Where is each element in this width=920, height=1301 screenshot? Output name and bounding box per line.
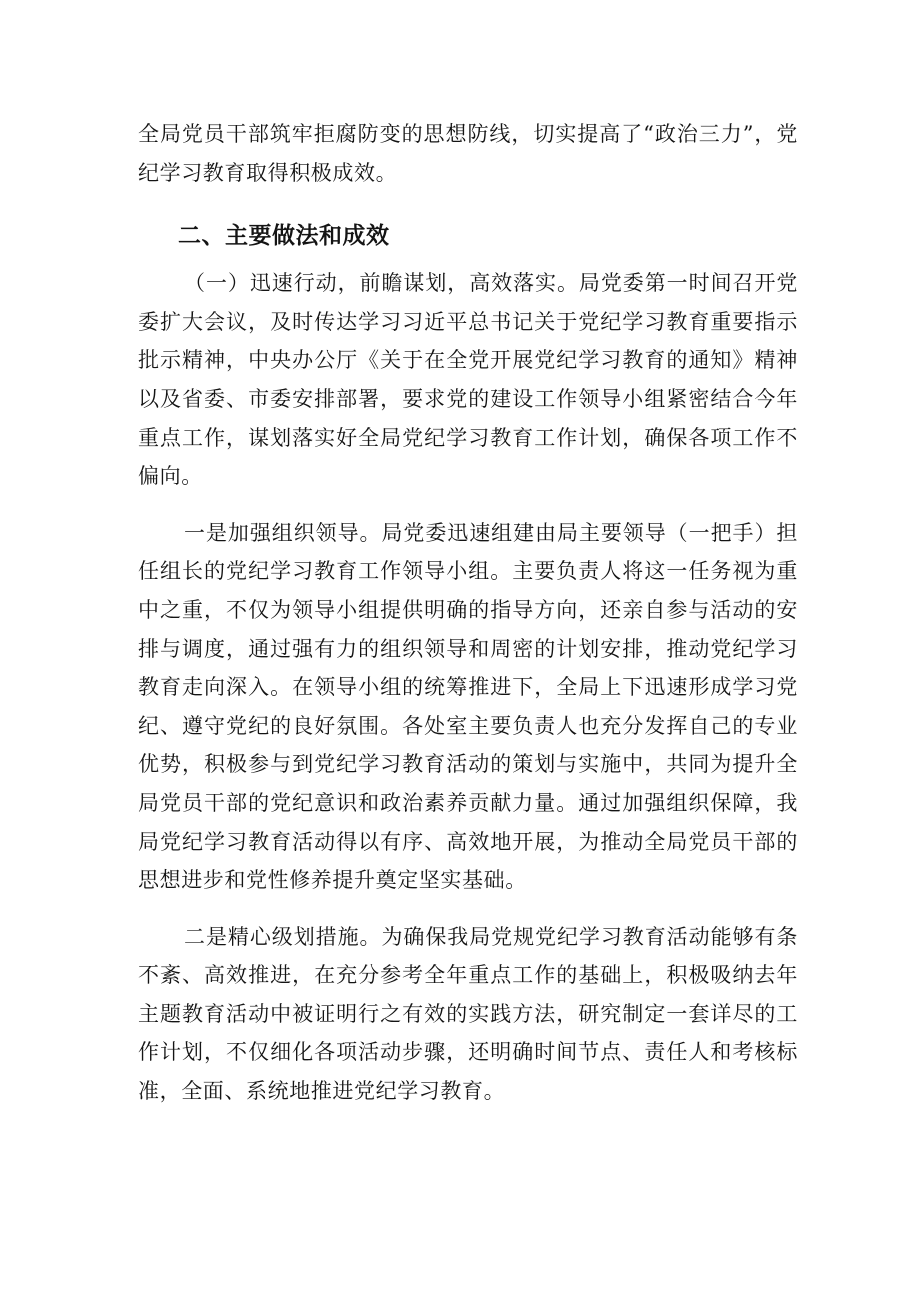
paragraph-1: （一）迅速行动，前瞻谋划，高效落实。局党委第一时间召开党委扩大会议，及时传达学习习近平总书记关于党纪学习教育重要指示批示精神，中央办公厅《关于在全党开展党纪学习教育的通知》精神以及省委、市委安排部署，要求党的建设工作领导小组紧密结合今年重点工作，谋划落实好全局党纪学习教育工作计划，确保各项工作不偏向。 [138,271,798,489]
document-page [138,115,798,1111]
paragraph-continuation: 全局党员干部筑牢拒腐防变的思想防线，切实提高了“政治三力”，党纪学习教育取得积极成效。 [138,122,798,185]
paragraph-3: 二是精心级划措施。为确保我局党规党纪学习教育活动能够有条不紊、高效推进，在充分参考全年重点工作的基础上，积极吸纳去年主题教育活动中被证明行之有效的实践方法，研究制定一套详尽的工作计划，不仅细化各项活动步骤，还明确时间节点、责任人和考核标准，全面、系统地推进党纪学习教育。 [138,924,798,1104]
paragraph-2: 一是加强组织领导。局党委迅速组建由局主要领导（一把手）担任组长的党纪学习教育工作领导小组。主要负责人将这一任务视为重中之重，不仅为领导小组提供明确的指导方向，还亲自参与活动的安排与调度，通过强有力的组织领导和周密的计划安排，推动党纪学习教育走向深入。在领导小组的统筹推进下，全局上下迅速形成学习党纪、遵守党纪的良好氛围。各处室主要负责人也充分发挥自己的专业优势，积极参与到党纪学习教育活动的策划与实施中，共同为提升全局党员干部的党纪意识和政治素养贡献力量。通过加强组织保障，我局党纪学习教育活动得以有序、高效地开展，为推动全局党员干部的思想进步和党性修养提升奠定坚实基础。 [138,520,798,893]
section-heading: 二、主要做法和成效 [178,223,390,250]
